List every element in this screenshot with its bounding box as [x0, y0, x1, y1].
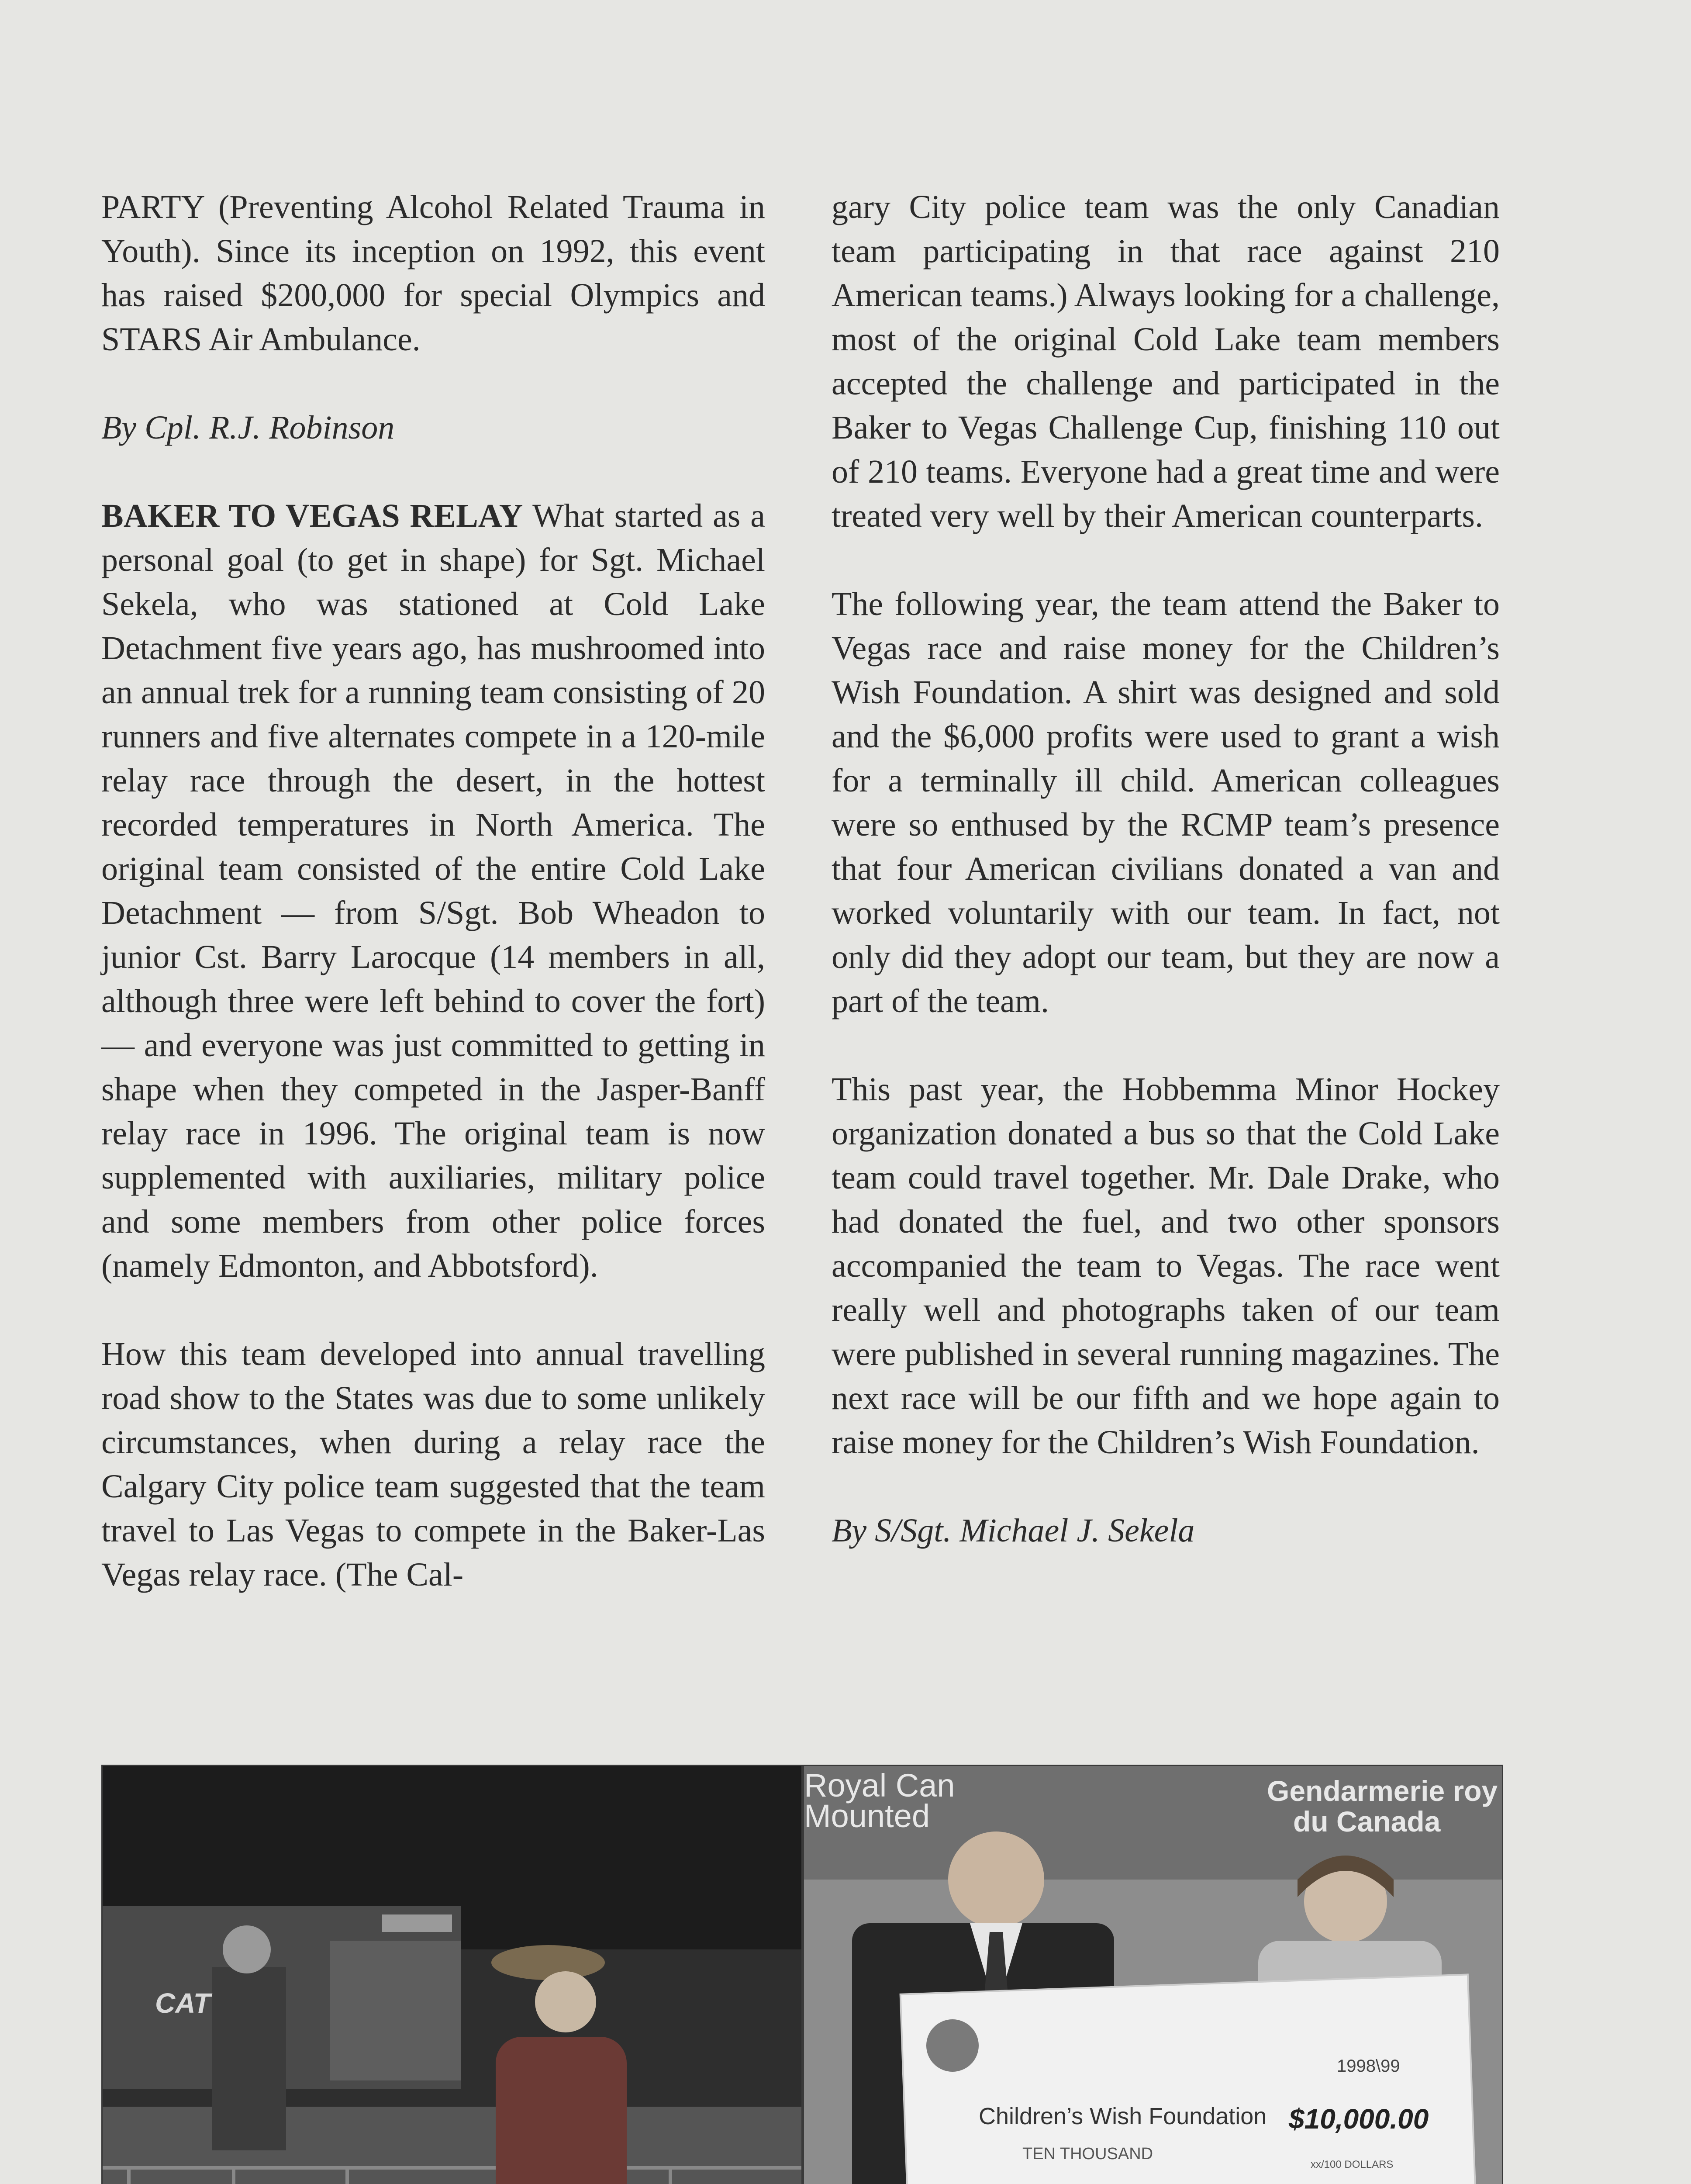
cheque-payee: Children’s Wish Foundation — [979, 2103, 1267, 2129]
article-paragraph — [101, 494, 765, 1288]
photo-cheque-presentation — [803, 1765, 1503, 2184]
cheque-dollars-label: xx/100 DOLLARS — [1311, 2159, 1394, 2170]
article-paragraph: The following year, the team attend the Baker to Vegas race and raise money for the Children’s Wish Foundation. A shirt was designed and sold and the $6,000 profits were used to grant a wish for a terminally ill child. American colleagues were so enthused by the RCMP team’s presence that four American civilians donated a van and worked voluntarily with our team. In fact, not only did they adopt our team, but they are now a part of the team. — [832, 586, 1500, 1019]
byline: By S/Sgt. Michael J. Sekela — [832, 1512, 1195, 1549]
photo-relay-runner — [101, 1765, 803, 2184]
cheque-amount-words: TEN THOUSAND — [1022, 2145, 1153, 2163]
article-left-column — [101, 185, 765, 1597]
article-paragraph: This past year, the Hobbemma Minor Hockey organization donated a bus so that the Cold Lake team could travel together. Mr. Dale Drake, who had donated the fuel, and two other sponsors accompanied the team to Vegas. The race went really well and photographs taken of our team were published in several running magazines. The next race will be our fifth and we hope again to raise money for the Children’s Wish Foundation. — [832, 1071, 1500, 1461]
article-paragraph: gary City police team was the only Canadian team participating in that race against 210 American teams.) Always looking for a challenge, most of the original Cold Lake team members accepted the challenge and participated in the Baker to Vegas Challenge Cup, finishing 110 out of 210 teams. Everyone had a great time and were treated very well by their American counterparts. — [832, 189, 1500, 534]
byline: By Cpl. R.J. Robinson — [101, 409, 395, 446]
banner-right-line1: Gendarmerie roy — [1267, 1775, 1498, 1807]
bus-sign-text: CAT — [155, 1987, 211, 2019]
article-paragraph: PARTY (Preventing Alcohol Related Trauma in Youth). Since its inception on 1992, this event has raised $200,000 for special Olympics and STARS Air Ambulance. — [101, 189, 765, 358]
banner-right-line2: du Canada — [1293, 1805, 1441, 1838]
banner-left-line1: Royal Can — [804, 1767, 955, 1804]
section-headline: BAKER TO VEGAS RELAY — [101, 498, 523, 534]
article-paragraph: How this team developed into annual travelling road show to the States was due to some unlikely circumstances, when during a relay race the Calgary City police team suggested that the team travel to Las Vegas to compete in the Baker-Las Vegas relay race. (The Cal- — [101, 1336, 765, 1593]
banner-left-line2: Mounted — [804, 1798, 930, 1834]
photo-cheque-presentation-image — [804, 1766, 1502, 2184]
cheque-date: 1998\99 — [1337, 2056, 1400, 2076]
photo-relay-runner-image — [103, 1766, 801, 2184]
cheque-amount: $10,000.00 — [1289, 2103, 1429, 2135]
article-paragraph-text: What started as a personal goal (to get in shape) for Sgt. Michael Sekela, who was stationed at Cold Lake Detachment five years ago, has mushroomed into an annual trek for a running team consisting of 20 runners and five alternates compete in a 120-mile relay race through the desert, in the hottest recorded temperatures in North America. The original team consisted of the entire Cold Lake Detachment — from S/Sgt. Bob Wheadon to junior Cst. Barry Larocque (14 members in all, although three were left behind to cover the fort) — and everyone was just committed to getting in shape when they competed in the Jasper-Banff relay race in 1996. The original team is now supplemented with auxiliaries, military police and some members from other police forces (namely Edmonton, and Abbotsford). — [101, 498, 766, 1284]
article-right-column — [832, 185, 1500, 1553]
